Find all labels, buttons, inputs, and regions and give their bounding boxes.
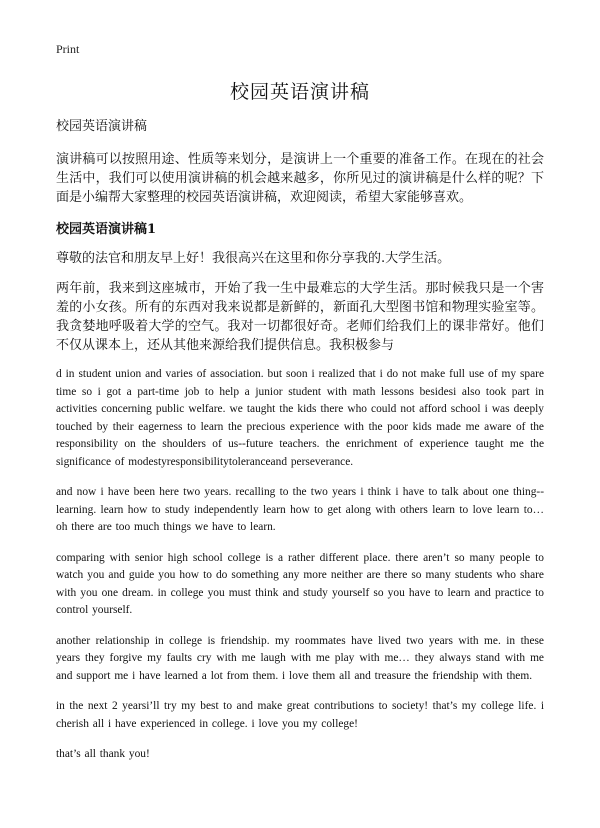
paragraph-en-friendship: another relationship in college is friendship. my roommates have lived two years with me. in these years they forgive my faults cry with me laugh with me play with me… they always stand with me and support me i have learned a lot from them. i love them all and treasure the friendship with them. [56, 634, 544, 682]
paragraph-zh-greeting: 尊敬的法官和朋友早上好！我很高兴在这里和你分享我的.大学生活。 [56, 251, 451, 266]
paragraph-en-college: comparing with senior high school college is a rather different place. there aren’t so many people to watch you and guide you how to do something any more neither are there so many students who share with you one dream. in college you must think and study yourself so you have to learn and practice to control yourself. [56, 551, 544, 616]
paragraph-en-closing: that’s all thank you! [56, 748, 150, 760]
intro-paragraph: 演讲稿可以按照用途、性质等来划分，是演讲上一个重要的准备工作。在现在的社会生活中，我们可以使用演讲稿的机会越来越多，你所见过的演讲稿是什么样的呢？下面是小编帮大家整理的校园英语演讲稿，欢迎阅读，希望大家能够喜欢。 [56, 152, 544, 205]
paragraph-en-activities: d in student union and varies of association. but soon i realized that i do not make full use of my spare time so i got a part-time job to help a junior student with math lessons besidesi also took part in activities concerning public welfare. we taught the kids there who could not afford school i was deeply touched by their eagerness to learn the precious experience with the poor kids made me aware of the responsibility on the shoulders of us--future teachers. the enrichment of experience taught me the significance of modestyresponsibilitytoleranceand perseverance. [56, 368, 544, 468]
page-title: 校园英语演讲稿 [229, 81, 370, 103]
section-heading: 校园英语演讲稿1 [56, 222, 157, 237]
print-link[interactable]: Print [56, 42, 80, 56]
paragraph-en-learning: and now i have been here two years. recalling to the two years i think i have to talk about one thing--learning. learn how to study independently learn how to get along with others learn to love learn to… oh there are too much things we have to learn. [56, 486, 544, 533]
paragraph-en-future: in the next 2 yearsi’ll try my best to and make great contributions to society! that’s my college life. i cherish all i have experienced in college. i love you my college! [56, 700, 544, 730]
document-subtitle: 校园英语演讲稿 [56, 119, 148, 134]
paragraph-zh-story: 两年前，我来到这座城市，开始了我一生中最难忘的大学生活。那时候我只是一个害羞的小女孩。所有的东西对我来说都是新鲜的，新面孔大型图书馆和物理实验室等。我贪婪地呼吸着大学的空气。我对一切都很好奇。老师们给我们上的课非常好。他们不仅从课本上，还从其他来源给我们提供信息。我积极参与 [56, 281, 544, 353]
